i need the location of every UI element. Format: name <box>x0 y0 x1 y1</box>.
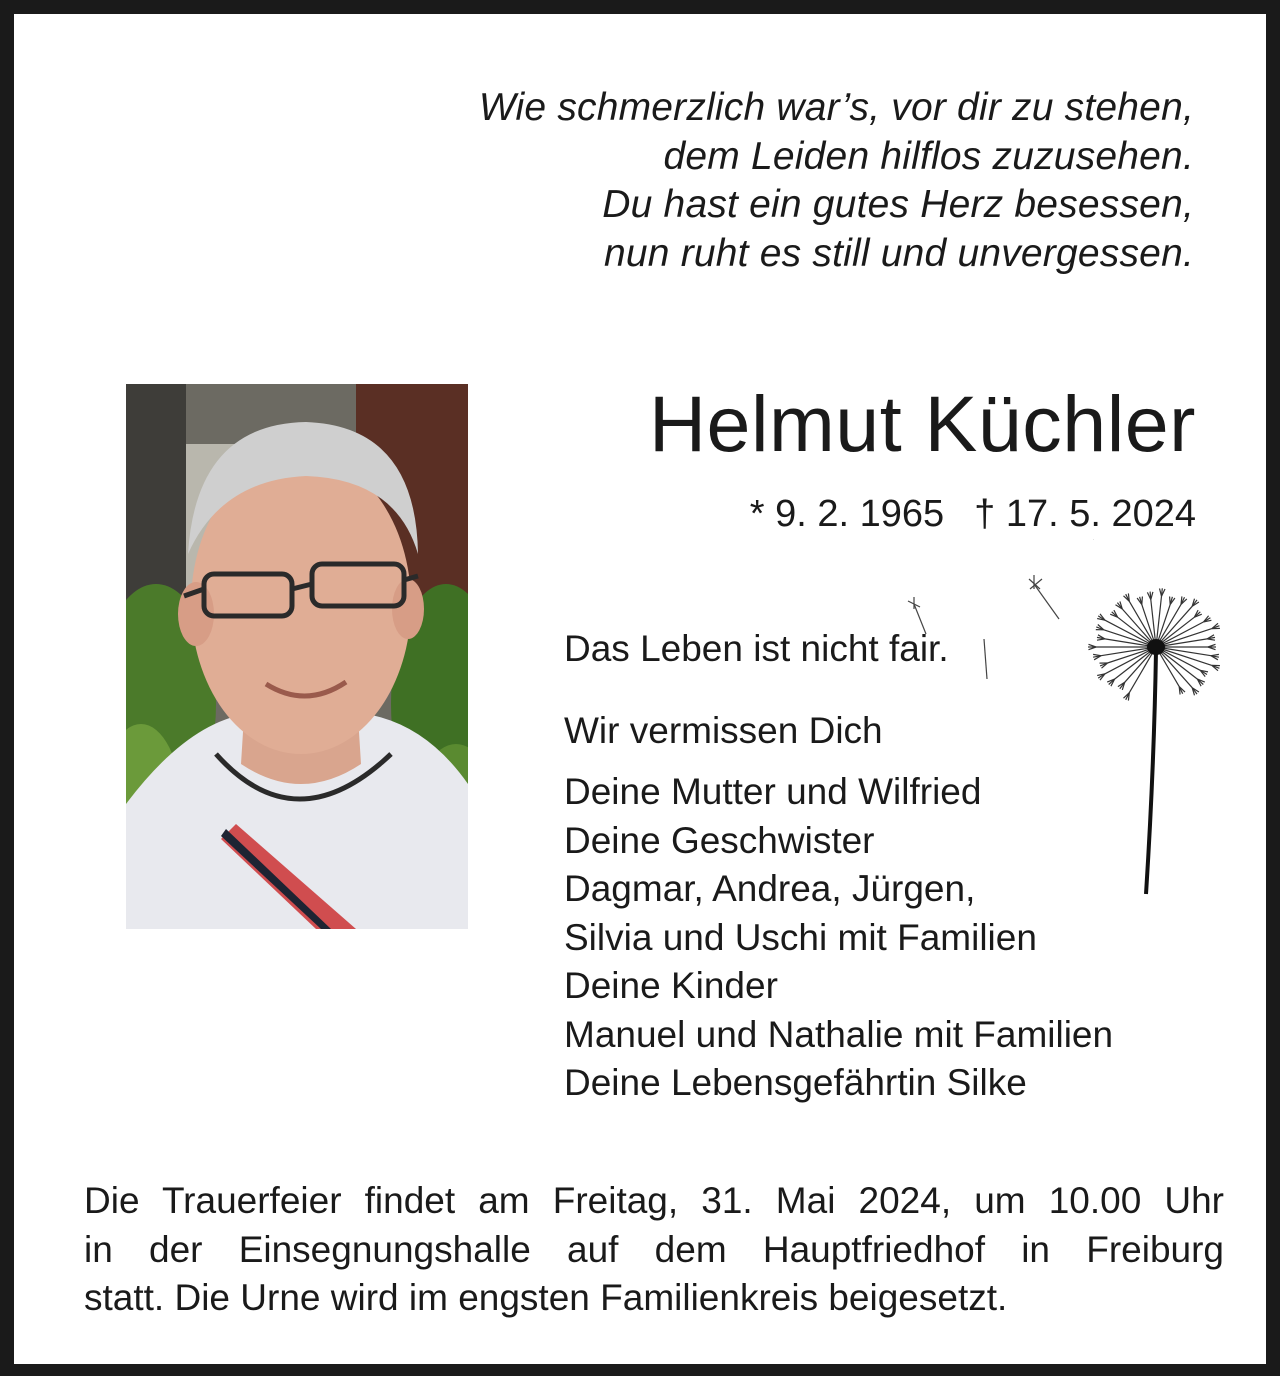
ceremony-line: Die Trauerfeier findet am Freitag, 31. Mai 2024, um 10.00 Uhr <box>84 1180 1224 1221</box>
mourner-line: Deine Kinder <box>564 965 778 1006</box>
mourner-line: Manuel und Nathalie mit Familien <box>564 1013 1114 1055</box>
poem-line: nun ruht es still und unvergessen. <box>604 231 1194 275</box>
poem <box>479 84 1194 278</box>
mourner-line: Dagmar, Andrea, Jürgen, <box>564 868 976 909</box>
ceremony-line: in der Einsegnungshalle auf dem Hauptfriedhof in Freiburg <box>84 1228 1224 1270</box>
mourner-line: Deine Lebensgefährtin Silke <box>564 1062 1027 1103</box>
message-block <box>564 625 1113 1108</box>
death-date: † 17. 5. 2024 <box>974 493 1196 535</box>
birth-date: * 9. 2. 1965 <box>749 493 945 535</box>
slogan: Das Leben ist nicht fair. <box>564 628 949 669</box>
mourner-line: Deine Geschwister <box>564 819 875 861</box>
mourner-line: Silvia und Uschi mit Familien <box>564 916 1037 958</box>
poem-line: Wie schmerzlich war’s, vor dir zu stehen, <box>478 86 1194 129</box>
life-dates <box>750 490 1196 538</box>
poem-line: Du hast ein gutes Herz besessen, <box>602 183 1194 226</box>
deceased-name: Helmut Küchler <box>648 379 1196 468</box>
ceremony-notice <box>84 1177 1224 1323</box>
mourner-line: Deine Mutter und Wilfried <box>564 771 982 812</box>
poem-line: dem Leiden hilflos zuzusehen. <box>663 134 1194 178</box>
miss-you-line: Wir vermissen Dich <box>564 709 883 751</box>
ceremony-line: statt. Die Urne wird im engsten Familienkreis beigesetzt. <box>84 1277 1008 1318</box>
portrait-photo <box>126 384 468 929</box>
